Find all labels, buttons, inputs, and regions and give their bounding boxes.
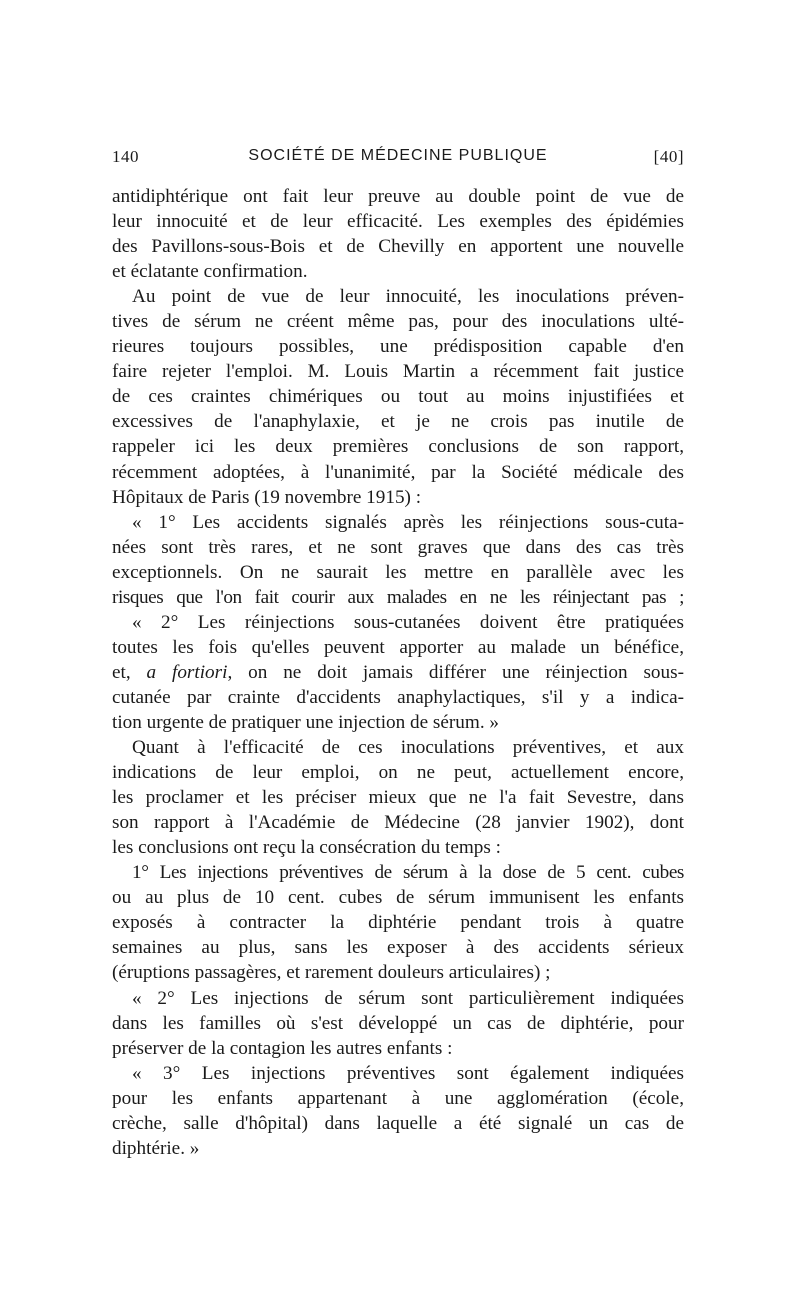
text-line: récemment adoptées, à l'unanimité, par la Société médicale des [112,461,684,483]
text-line: des Pavillons-sous-Bois et de Chevilly en apportent une nouvelle [112,236,684,258]
body-text [112,184,684,1161]
text-line: « 2° Les injections de sérum sont particulièrement indiquées [132,987,684,1009]
text-line: les proclamer et les préciser mieux que ne l'a fait Sevestre, dans [112,787,684,809]
text-line: rieures toujours possibles, une prédisposition capable d'en [112,336,684,358]
text-line: tives de sérum ne créent même pas, pour des inoculations ulté- [112,311,684,333]
text-line: toutes les fois qu'elles peuvent apporter au malade un bénéfice, [112,636,684,658]
text-line: Au point de vue de leur innocuité, les inoculations préven- [132,286,684,308]
text-line: crèche, salle d'hôpital) dans laquelle a été signalé un cas de [112,1112,684,1134]
text-line: 1° Les injections préventives de sérum à la dose de 5 cent. cubes [132,862,684,884]
text-line: risques que l'on fait courir aux malades en ne les réinjectant pas ; [112,586,684,608]
text-line: « 3° Les injections préventives sont également indiquées [132,1062,684,1084]
text-line: et, a fortiori, on ne doit jamais différer une réinjection sous- [112,661,684,683]
section-reference: [40] [653,147,684,166]
page-number: 140 [112,147,139,166]
text-line: de ces craintes chimériques ou tout au moins injustifiées et [112,386,684,408]
text-line: pour les enfants appartenant à une agglomération (école, [112,1087,684,1109]
text-line: exceptionnels. On ne saurait les mettre en parallèle avec les [112,561,684,583]
text-line: dans les familles où s'est développé un cas de diphtérie, pour [112,1012,684,1034]
text-line: cutanée par crainte d'accidents anaphylactiques, s'il y a indica- [112,686,684,708]
text-line: Hôpitaux de Paris (19 novembre 1915) : [112,486,422,508]
text-line: son rapport à l'Académie de Médecine (28 janvier 1902), dont [112,812,684,834]
text-line: les conclusions ont reçu la consécration du temps : [112,837,501,859]
running-header [112,147,684,173]
text-line: faire rejeter l'emploi. M. Louis Martin a récemment fait justice [112,361,684,383]
text-line: indications de leur emploi, on ne peut, actuellement encore, [112,762,684,784]
text-line: ou au plus de 10 cent. cubes de sérum immunisent les enfants [112,887,684,909]
text-line: leur innocuité et de leur efficacité. Les exemples des épidémies [112,211,684,233]
text-line: « 2° Les réinjections sous-cutanées doivent être pratiquées [132,611,684,633]
text-line: et éclatante confirmation. [112,261,308,283]
text-line: nées sont très rares, et ne sont graves que dans des cas très [112,536,684,558]
text-line: Quant à l'efficacité de ces inoculations préventives, et aux [132,737,684,759]
text-line: excessives de l'anaphylaxie, et je ne crois pas inutile de [112,411,684,433]
text-line: (éruptions passagères, et rarement douleurs articulaires) ; [112,962,551,984]
text-line: « 1° Les accidents signalés après les réinjections sous-cuta- [132,511,684,533]
text-line: tion urgente de pratiquer une injection de sérum. » [112,711,500,733]
text-line: exposés à contracter la diphtérie pendant trois à quatre [112,912,684,934]
text-line: antidiphtérique ont fait leur preuve au double point de vue de [112,186,684,207]
text-line: diphtérie. » [112,1137,200,1159]
text-line: préserver de la contagion les autres enfants : [112,1037,453,1059]
text-line: semaines au plus, sans les exposer à des accidents sérieux [112,937,684,959]
running-title: SOCIÉTÉ DE MÉDECINE PUBLIQUE [248,147,548,164]
text-line: rappeler ici les deux premières conclusions de son rapport, [112,436,684,458]
